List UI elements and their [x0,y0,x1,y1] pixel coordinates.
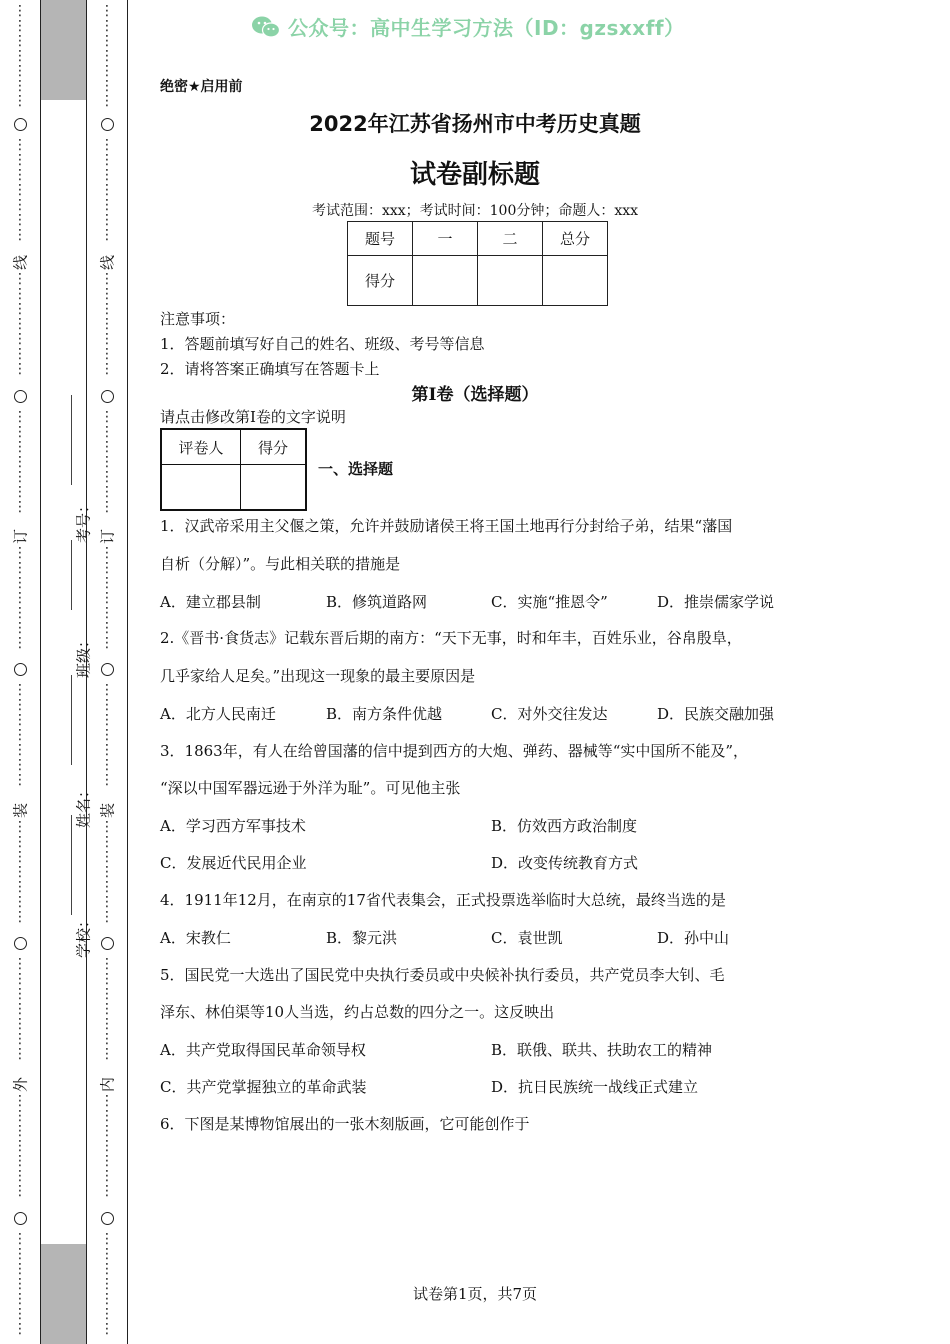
outer-seal-char: 订 [11,529,30,545]
question-4-line-1: 4．1911年12月，在南京的17省代表集会，正式投票选举临时大总统，最终当选的是 [160,891,726,909]
inner-dotted-segment: ⋮ ⋮ ⋮ ⋮ ⋮ ⋮ ⋮ [100,271,114,377]
inner-circle-icon [101,663,114,676]
question-3-option-d[interactable]: D．改变传统教育方式 [491,854,639,872]
brand-text: 公众号：高中生学习方法（ID：gzsxxff） [288,16,685,40]
name-label: 姓名： [74,783,93,829]
outer-dotted-segment: ⋮ ⋮ ⋮ ⋮ ⋮ ⋮ ⋮ [13,3,27,109]
secret-label: 绝密★启用前 [160,79,243,95]
outer-dotted-segment: ⋮ ⋮ ⋮ ⋮ ⋮ ⋮ ⋮ [13,137,27,243]
inner-circle-icon [101,937,114,950]
class-field[interactable] [40,600,93,750]
outer-dotted-segment: ⋮ ⋮ ⋮ ⋮ ⋮ ⋮ ⋮ [13,819,27,925]
question-1-option-c[interactable]: C．实施“推恩令” [491,593,608,611]
inner-dotted-segment: ⋮ ⋮ ⋮ ⋮ ⋮ ⋮ ⋮ [100,1231,114,1337]
inner-dotted-segment: ⋮ ⋮ ⋮ ⋮ ⋮ ⋮ ⋮ [100,1093,114,1199]
question-3-option-a[interactable]: A．学习西方军事技术 [160,817,306,835]
inner-dotted-segment: ⋮ ⋮ ⋮ ⋮ ⋮ ⋮ ⋮ [100,409,114,515]
part1-description: 请点击修改第I卷的文字说明 [160,408,346,426]
score-header-cell: 二 [478,222,543,256]
exam-number-field[interactable] [40,465,93,615]
inner-seal-char: 装 [98,803,117,819]
outer-dotted-segment: ⋮ ⋮ ⋮ ⋮ ⋮ ⋮ ⋮ [13,1093,27,1199]
section-title: 一、选择题 [318,460,394,478]
outer-dotted-segment: ⋮ ⋮ ⋮ ⋮ ⋮ ⋮ ⋮ [13,271,27,377]
inner-seal-char: 订 [98,529,117,545]
outer-dotted-segment: ⋮ ⋮ ⋮ ⋮ ⋮ ⋮ ⋮ [13,956,27,1062]
grader-table [160,428,307,511]
exam-info: 考试范围：xxx；考试时间：100分钟；命题人：xxx [311,203,639,219]
school-underline [71,815,72,915]
question-2-option-b[interactable]: B．南方条件优越 [326,705,443,723]
question-3-line-2: “深以中国军器远逊于外洋为耻”。可见他主张 [160,779,461,797]
outer-circle-icon [14,390,27,403]
name-field[interactable] [40,765,93,915]
score-row-label: 得分 [348,256,413,306]
question-5-line-1: 5．国民党一大选出了国民党中央执行委员或中央候补执行委员，共产党员李大钊、毛 [160,966,725,984]
question-1-option-b[interactable]: B．修筑道路网 [326,593,428,611]
question-5-option-a[interactable]: A．共产党取得国民革命领导权 [160,1041,366,1059]
question-5-option-b[interactable]: B．联俄、联共、扶助农工的精神 [491,1041,713,1059]
class-underline [71,540,72,610]
inner-dotted-segment: ⋮ ⋮ ⋮ ⋮ ⋮ ⋮ ⋮ [100,137,114,243]
page-footer: 试卷第1页，共7页 [412,1285,538,1303]
outer-seal-char: 装 [11,803,30,819]
question-1-option-a[interactable]: A．建立郡县制 [160,593,261,611]
notice-item: 1．答题前填写好自己的姓名、班级、考号等信息 [160,335,485,353]
score-table [347,221,608,306]
binding-gray-bottom [41,1244,86,1344]
outer-circle-icon [14,1212,27,1225]
notice-block [160,307,485,382]
question-3-option-c[interactable]: C．发展近代民用企业 [160,854,307,872]
question-5-option-d[interactable]: D．抗日民族统一战线正式建立 [491,1078,699,1096]
part1-title: 第I卷（选择题） [411,385,539,405]
question-6-line-1: 6．下图是某博物馆展出的一张木刻版画，它可能创作于 [160,1115,530,1133]
outer-seal-char: 线 [11,255,30,271]
question-4-option-d[interactable]: D．孙中山 [657,929,730,947]
outer-seal-line [0,0,40,1344]
question-3-line-1: 3．1863年，有人在给曾国藩的信中提到西方的大炮、弹药、器械等“实中国所不能及”， [160,742,749,760]
question-2-option-c[interactable]: C．对外交往发达 [491,705,608,723]
exam-number-label: 考号： [74,498,93,544]
outer-circle-icon [14,663,27,676]
question-3-option-b[interactable]: B．仿效西方政治制度 [491,817,638,835]
page-title: 2022年江苏省扬州市中考历史真题 [309,112,641,136]
inner-dotted-segment: ⋮ ⋮ ⋮ ⋮ ⋮ ⋮ ⋮ [100,956,114,1062]
question-1-option-d[interactable]: D．推崇儒家学说 [657,593,775,611]
outer-dotted-segment: ⋮ ⋮ ⋮ ⋮ ⋮ ⋮ ⋮ [13,1231,27,1337]
score-cell[interactable] [478,256,543,306]
inner-dotted-segment: ⋮ ⋮ ⋮ ⋮ ⋮ ⋮ ⋮ [100,3,114,109]
outer-dotted-segment: ⋮ ⋮ ⋮ ⋮ ⋮ ⋮ ⋮ [13,682,27,788]
school-field[interactable] [40,905,93,1055]
inner-dotted-segment: ⋮ ⋮ ⋮ ⋮ ⋮ ⋮ ⋮ [100,819,114,925]
binding-gray-top [41,0,86,100]
question-5-line-2: 泽东、林伯渠等10人当选，约占总数的四分之一。这反映出 [160,1003,555,1021]
class-label: 班级： [74,633,93,679]
school-label: 学校： [74,913,93,959]
question-4-option-c[interactable]: C．袁世凯 [491,929,563,947]
name-underline [71,675,72,765]
question-4-option-b[interactable]: B．黎元洪 [326,929,398,947]
outer-dotted-segment: ⋮ ⋮ ⋮ ⋮ ⋮ ⋮ ⋮ [13,409,27,515]
score-cell[interactable] [543,256,608,306]
question-2-line-1: 2.《晋书·食货志》记载东晋后期的南方：“天下无事，时和年丰，百姓乐业，谷帛殷阜， [160,629,742,647]
question-5-option-c[interactable]: C．共产党掌握独立的革命武装 [160,1078,367,1096]
notice-item: 2．请将答案正确填写在答题卡上 [160,360,380,378]
question-1-line-1: 1．汉武帝采用主父偃之策，允许并鼓励诸侯王将王国土地再行分封给子弟，结果“藩国 [160,517,733,535]
wechat-icon [252,15,280,39]
score-cell[interactable] [413,256,478,306]
exam-number-underline [71,395,72,485]
score-header-cell: 一 [413,222,478,256]
inner-circle-icon [101,118,114,131]
page-subtitle: 试卷副标题 [409,160,540,190]
question-2-line-2: 几乎家给人足矣。”出现这一现象的最主要原因是 [160,667,476,685]
inner-circle-icon [101,390,114,403]
question-4-option-a[interactable]: A．宋教仁 [160,929,231,947]
notice-heading: 注意事项： [160,310,236,328]
outer-dotted-segment: ⋮ ⋮ ⋮ ⋮ ⋮ ⋮ ⋮ [13,545,27,651]
brand-header [252,12,712,44]
inner-dotted-segment: ⋮ ⋮ ⋮ ⋮ ⋮ ⋮ ⋮ [100,545,114,651]
inner-seal-char: 线 [98,255,117,271]
grader-cell[interactable] [241,465,307,511]
score-header-cell: 总分 [543,222,608,256]
inner-circle-icon [101,1212,114,1225]
outer-circle-icon [14,937,27,950]
grader-header-cell: 得分 [241,429,307,465]
outer-circle-icon [14,118,27,131]
question-1-line-2: 自析（分解）”。与此相关联的措施是 [160,555,401,573]
question-2-option-a[interactable]: A．北方人民南迁 [160,705,276,723]
score-header-cell: 题号 [348,222,413,256]
question-2-option-d[interactable]: D．民族交融加强 [657,705,775,723]
inner-seal-char: 内 [98,1077,117,1093]
grader-header-cell: 评卷人 [161,429,241,465]
grader-cell[interactable] [161,465,241,511]
outer-seal-char: 外 [11,1077,30,1093]
inner-dotted-segment: ⋮ ⋮ ⋮ ⋮ ⋮ ⋮ ⋮ [100,682,114,788]
